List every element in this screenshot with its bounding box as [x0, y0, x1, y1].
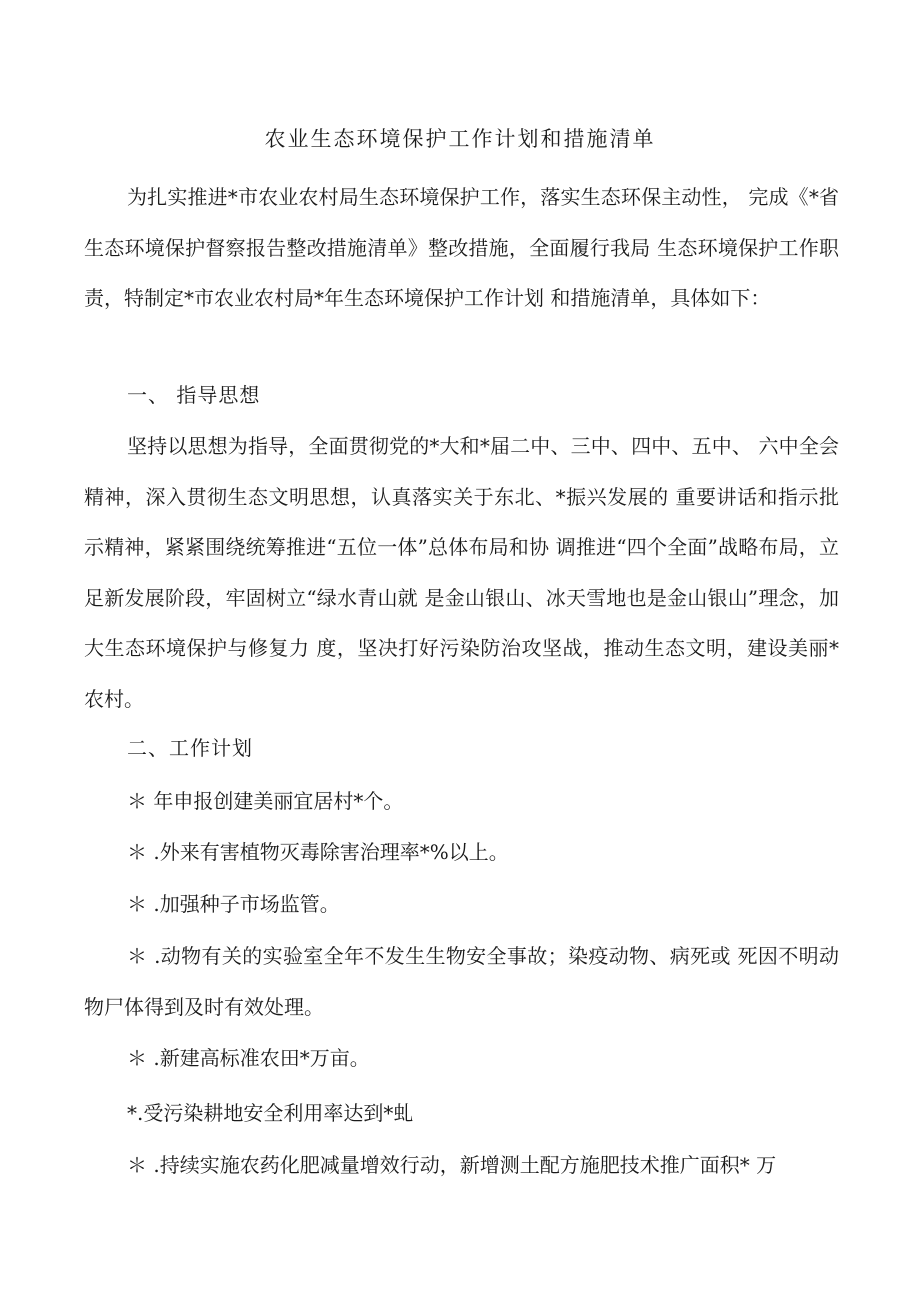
- work-plan-item: ＊ .外来有害植物灭毒除害治理率*%以上。: [127, 840, 509, 864]
- work-plan-item: ＊ .动物有关的实验室全年不发生生物安全事故；染疫动物、病死或 死因不明动物尸体得到及时有效处理。: [84, 944, 839, 1019]
- section-heading-guiding-ideology: 一、 指导思想: [127, 383, 261, 407]
- work-plan-item: ＊ .持续实施农药化肥减量增效行动，新增测土配方施肥技术推广面积* 万: [127, 1153, 777, 1177]
- section-heading-work-plan: 二、工作计划: [127, 736, 253, 760]
- work-plan-item: ＊ .新建高标准农田*万亩。: [127, 1046, 370, 1070]
- work-plan-item: ＊ .加强种子市场监管。: [127, 892, 340, 916]
- guiding-ideology-paragraph: 坚持以思想为指导，全面贯彻党的*大和*届二中、三中、四中、五中、 六中全会精神，深入贯彻生态文明思想，认真落实关于东北、*振兴发展的 重要讲话和指示批示精神，紧紧围绕统筹推进“五位一体”总体布局和协 调推进“四个全面”战略布局，立足新发展阶段，牢固树立“绿水青山就 是金山银山、冰天雪地也是金山银山”理念，加大生态环境保护与修复力 度，坚决打好污染防治攻坚战，推动生态文明，建设美丽*农村。: [84, 434, 839, 711]
- document-title: 农业生态环境保护工作计划和措施清单: [264, 127, 656, 151]
- work-plan-item: *.受污染耕地安全利用率达到*虬: [127, 1101, 414, 1125]
- intro-paragraph: 为扎实推进*市农业农村局生态环境保护工作，落实生态环保主动性， 完成《*省生态环境保护督察报告整改措施清单》整改措施，全面履行我局 生态环境保护工作职责，特制定*市农业农村局*年生态环境保护工作计划 和措施清单，具体如下：: [84, 185, 839, 310]
- work-plan-item: ＊ 年申报创建美丽宜居村*个。: [127, 789, 404, 813]
